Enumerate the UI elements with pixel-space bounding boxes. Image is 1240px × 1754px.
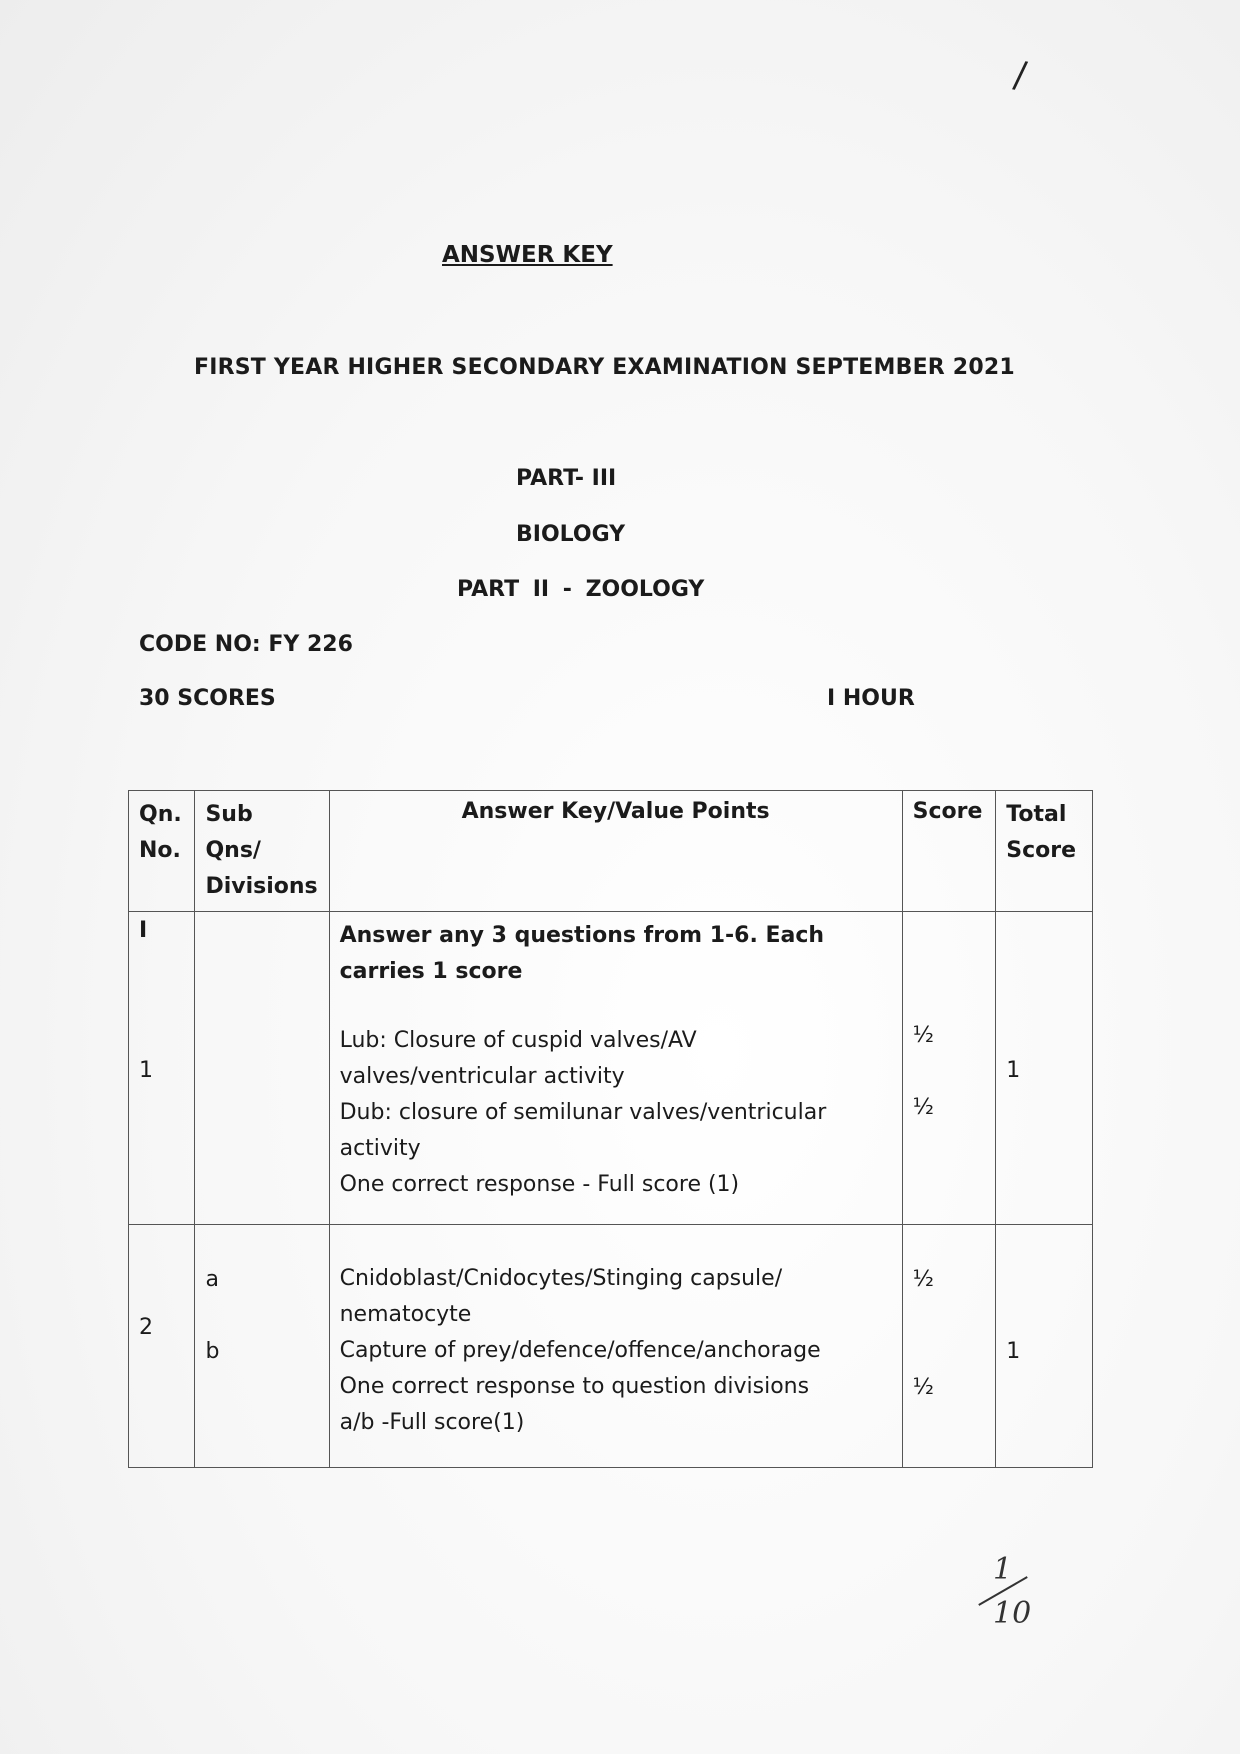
header-answer: Answer Key/Value Points — [329, 791, 902, 912]
score-value: ½ — [912, 1375, 934, 1400]
total-score-value: 1 — [1006, 1339, 1021, 1364]
score-cell — [902, 912, 996, 1225]
answer-cell: Cnidoblast/Cnidocytes/Stinging capsule/ nematocyte Capture of prey/defence/offence/anchorage One correct response to question divisions a/b -Full score(1) — [329, 1225, 902, 1468]
score-value: ½ — [912, 1095, 934, 1120]
answer-cell: Answer any 3 questions from 1-6. Each carries 1 score Lub: Closure of cuspid valves/AV valves/ventricular activity Dub: closure of semilunar valves/ventricular activity One correct response - Full score (1) — [329, 912, 902, 1225]
total-score-cell — [996, 912, 1093, 1225]
qn-cell — [129, 912, 195, 1225]
score-cell — [902, 1225, 996, 1468]
score-value: ½ — [912, 1267, 934, 1292]
subpart-label: PART II - ZOOLOGY — [457, 577, 705, 602]
header-sub-qns: Sub Qns/ Divisions — [195, 791, 329, 912]
answer-key-table — [128, 790, 1093, 1468]
header-score: Score — [902, 791, 996, 912]
table-row — [129, 912, 1093, 1225]
table-row — [129, 1225, 1093, 1468]
page-marker-denominator: 10 — [993, 1596, 1032, 1631]
qn-cell — [129, 1225, 195, 1468]
total-score-cell — [996, 1225, 1093, 1468]
part-label: PART- III — [516, 466, 617, 491]
code-number: CODE NO: FY 226 — [139, 632, 353, 657]
header-qn-no: Qn. No. — [129, 791, 195, 912]
question-number: 1 — [139, 1058, 153, 1083]
page-title: ANSWER KEY — [442, 242, 613, 268]
page-marker-numerator: 1 — [993, 1552, 1013, 1587]
total-score-value: 1 — [1006, 1058, 1021, 1083]
sub-qns-cell — [195, 912, 329, 1225]
section-number: I — [139, 918, 148, 943]
question-number: 2 — [139, 1315, 153, 1340]
sub-question-label: a — [205, 1267, 219, 1292]
header-total-score: Total Score — [996, 791, 1093, 912]
handwritten-mark: / — [1011, 54, 1029, 97]
subject-label: BIOLOGY — [516, 522, 626, 547]
exam-duration: I HOUR — [827, 686, 915, 711]
sub-question-label: b — [205, 1339, 220, 1364]
score-value: ½ — [912, 1023, 934, 1048]
table-header-row — [129, 791, 1093, 912]
exam-name: FIRST YEAR HIGHER SECONDARY EXAMINATION SEPTEMBER 2021 — [194, 355, 1015, 380]
sub-qns-cell — [195, 1225, 329, 1468]
total-scores: 30 SCORES — [139, 686, 276, 711]
